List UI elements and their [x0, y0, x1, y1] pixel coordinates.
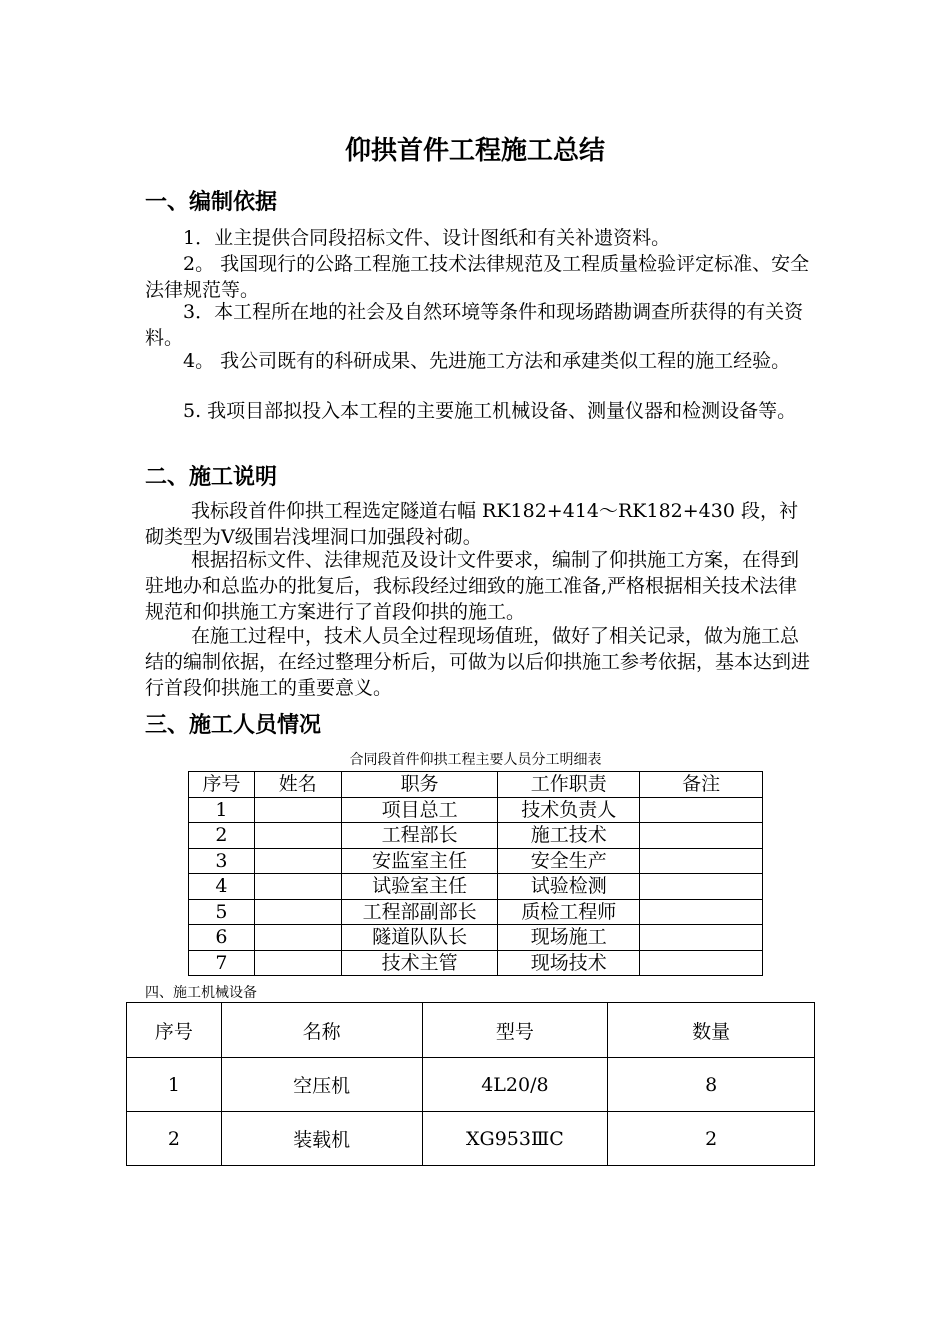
cell: [640, 848, 763, 874]
cell: 工程部长: [341, 823, 498, 849]
section1-item: 5. 我项目部拟投入本工程的主要施工机械设备、测量仪器和检测设备等。: [183, 400, 797, 422]
cell: [640, 823, 763, 849]
header-cell: 序号: [127, 1003, 222, 1058]
cell: [254, 874, 341, 900]
table-row: [189, 848, 763, 874]
cell: 8: [608, 1058, 815, 1112]
cell: [254, 899, 341, 925]
section1-item: 4。 我公司既有的科研成果、先进施工方法和承建类似工程的施工经验。: [183, 350, 791, 372]
section1-item: 2。 我国现行的公路工程施工技术法律规范及工程质量检验评定标准、安全法律规范等。: [145, 253, 810, 301]
section2-paragraph: 根据招标文件、法律规范及设计文件要求，编制了仰拱施工方案，在得到驻地办和总监办的批复后，我标段经过细致的施工准备,严格根据相关技术法律规范和仰拱施工方案进行了首段仰拱的施工。: [145, 549, 800, 623]
cell: 项目总工: [341, 797, 498, 823]
cell: 安监室主任: [341, 848, 498, 874]
cell: [254, 950, 341, 976]
cell: 安全生产: [498, 848, 640, 874]
equipment-table: [126, 1002, 815, 1166]
cell: 1: [127, 1058, 222, 1112]
staff-table-caption: 合同段首件仰拱工程主要人员分工明细表: [349, 752, 602, 768]
table-row: [189, 823, 763, 849]
cell: 装载机: [221, 1112, 422, 1166]
cell: 隧道队队长: [341, 925, 498, 951]
cell: [254, 823, 341, 849]
table-row: [189, 950, 763, 976]
cell: 质检工程师: [498, 899, 640, 925]
cell: 技术主管: [341, 950, 498, 976]
header-cell: 职务: [341, 772, 498, 798]
cell: 工程部副部长: [341, 899, 498, 925]
table-row: [127, 1112, 815, 1166]
cell: [640, 899, 763, 925]
cell: 2: [127, 1112, 222, 1166]
table-row: [127, 1058, 815, 1112]
cell: 4: [189, 874, 255, 900]
header-cell: 工作职责: [498, 772, 640, 798]
table-header-row: [127, 1003, 815, 1058]
header-cell: 备注: [640, 772, 763, 798]
section2-paragraph: 在施工过程中，技术人员全过程现场值班，做好了相关记录，做为施工总结的编制依据，在经过整理分析后，可做为以后仰拱施工参考依据，基本达到进行首段仰拱施工的重要意义。: [145, 625, 811, 699]
cell: 现场技术: [498, 950, 640, 976]
cell: 2: [189, 823, 255, 849]
table-row: [189, 899, 763, 925]
section1-heading: 一、编制依据: [145, 190, 278, 215]
section3-heading: 三、施工人员情况: [145, 713, 322, 738]
section2-heading: 二、施工说明: [145, 465, 278, 490]
cell: 试验室主任: [341, 874, 498, 900]
cell: 3: [189, 848, 255, 874]
cell: [640, 925, 763, 951]
cell: 2: [608, 1112, 815, 1166]
section1-item: 1．业主提供合同段招标文件、设计图纸和有关补遗资料。: [183, 227, 671, 249]
header-cell: 序号: [189, 772, 255, 798]
table-row: [189, 925, 763, 951]
table-header-row: [189, 772, 763, 798]
table-row: [189, 797, 763, 823]
cell: [640, 950, 763, 976]
cell: 试验检测: [498, 874, 640, 900]
staff-table: [188, 771, 763, 976]
cell: 4L20/8: [422, 1058, 608, 1112]
cell: 6: [189, 925, 255, 951]
cell: 现场施工: [498, 925, 640, 951]
section2-paragraph: 我标段首件仰拱工程选定隧道右幅 RK182+414～RK182+430 段，衬砌类型为Ⅴ级围岩浅埋洞口加强段衬砌。: [145, 500, 798, 548]
cell: 5: [189, 899, 255, 925]
table-row: [189, 874, 763, 900]
cell: 施工技术: [498, 823, 640, 849]
document-title: 仰拱首件工程施工总结: [344, 136, 605, 166]
header-cell: 型号: [422, 1003, 608, 1058]
cell: XG953ⅢC: [422, 1112, 608, 1166]
header-cell: 数量: [608, 1003, 815, 1058]
cell: [254, 925, 341, 951]
section4-heading: 四、施工机械设备: [145, 985, 257, 1001]
cell: 7: [189, 950, 255, 976]
header-cell: 名称: [221, 1003, 422, 1058]
cell: [640, 874, 763, 900]
section1-item: 3．本工程所在地的社会及自然环境等条件和现场踏勘调查所获得的有关资料。: [145, 301, 804, 349]
cell: [254, 848, 341, 874]
cell: [640, 797, 763, 823]
header-cell: 姓名: [254, 772, 341, 798]
cell: [254, 797, 341, 823]
cell: 空压机: [221, 1058, 422, 1112]
cell: 1: [189, 797, 255, 823]
cell: 技术负责人: [498, 797, 640, 823]
